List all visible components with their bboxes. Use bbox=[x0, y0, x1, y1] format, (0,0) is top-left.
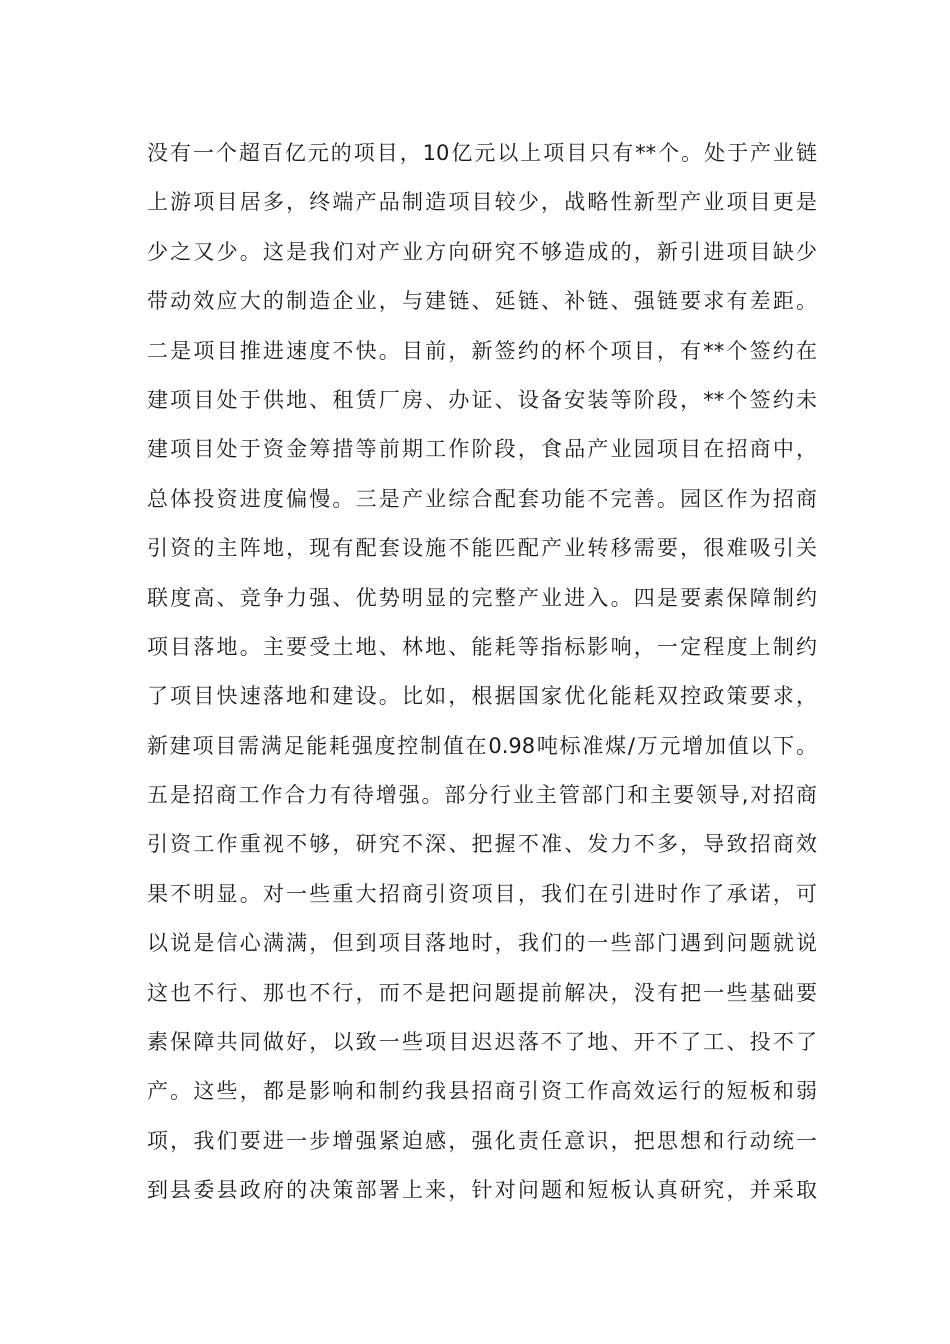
text-line: 到县委县政府的决策部署上来，针对问题和短板认真研究，并采取 bbox=[147, 1178, 817, 1203]
text-line: 五是招商工作合力有待增强。部分行业主管部门和主要领导,对招商 bbox=[147, 783, 817, 808]
text-line: 联度高、竞争力强、优势明显的完整产业进入。四是要素保障制约 bbox=[147, 585, 817, 610]
text-line: 少之又少。这是我们对产业方向研究不够造成的，新引进项目缺少 bbox=[147, 239, 817, 264]
text-line: 总体投资进度偏慢。三是产业综合配套功能不完善。园区作为招商 bbox=[147, 486, 817, 511]
text-line: 以说是信心满满，但到项目落地时，我们的一些部门遇到问题就说 bbox=[147, 931, 817, 956]
text-line: 素保障共同做好，以致一些项目迟迟落不了地、开不了工、投不了 bbox=[147, 1030, 817, 1055]
text-line: 这也不行、那也不行，而不是把问题提前解决，没有把一些基础要 bbox=[147, 980, 817, 1005]
text-line: 没有一个超百亿元的项目，10亿元以上项目只有**个。处于产业链 bbox=[147, 141, 817, 165]
text-line: 引资的主阵地，现有配套设施不能匹配产业转移需要，很难吸引关 bbox=[147, 536, 817, 561]
text-line: 二是项目推进速度不快。目前，新签约的杯个项目，有**个签约在 bbox=[147, 338, 817, 363]
text-line: 产。这些，都是影响和制约我县招商引资工作高效运行的短板和弱 bbox=[147, 1079, 817, 1104]
text-line: 建项目处于资金筹措等前期工作阶段，食品产业园项目在招商中， bbox=[147, 437, 817, 462]
text-line: 新建项目需满足能耗强度控制值在0.98吨标准煤/万元增加值以下。 bbox=[147, 733, 817, 758]
text-line: 项目落地。主要受土地、林地、能耗等指标影响，一定程度上制约 bbox=[147, 634, 817, 659]
text-line: 果不明显。对一些重大招商引资项目，我们在引进时作了承诺，可 bbox=[147, 881, 817, 906]
text-line: 项，我们要进一步增强紧迫感，强化责任意识，把思想和行动统一 bbox=[147, 1128, 817, 1153]
body-paragraph bbox=[147, 129, 817, 1216]
text-line: 引资工作重视不够，研究不深、把握不准、发力不多，导致招商效 bbox=[147, 832, 817, 857]
text-line: 带动效应大的制造企业，与建链、延链、补链、强链要求有差距。 bbox=[147, 289, 817, 314]
text-line: 了项目快速落地和建设。比如，根据国家优化能耗双控政策要求， bbox=[147, 684, 817, 709]
text-line: 建项目处于供地、租赁厂房、办证、设备安装等阶段，**个签约未 bbox=[147, 387, 817, 412]
text-line: 上游项目居多，终端产品制造项目较少，战略性新型产业项目更是 bbox=[147, 190, 817, 215]
